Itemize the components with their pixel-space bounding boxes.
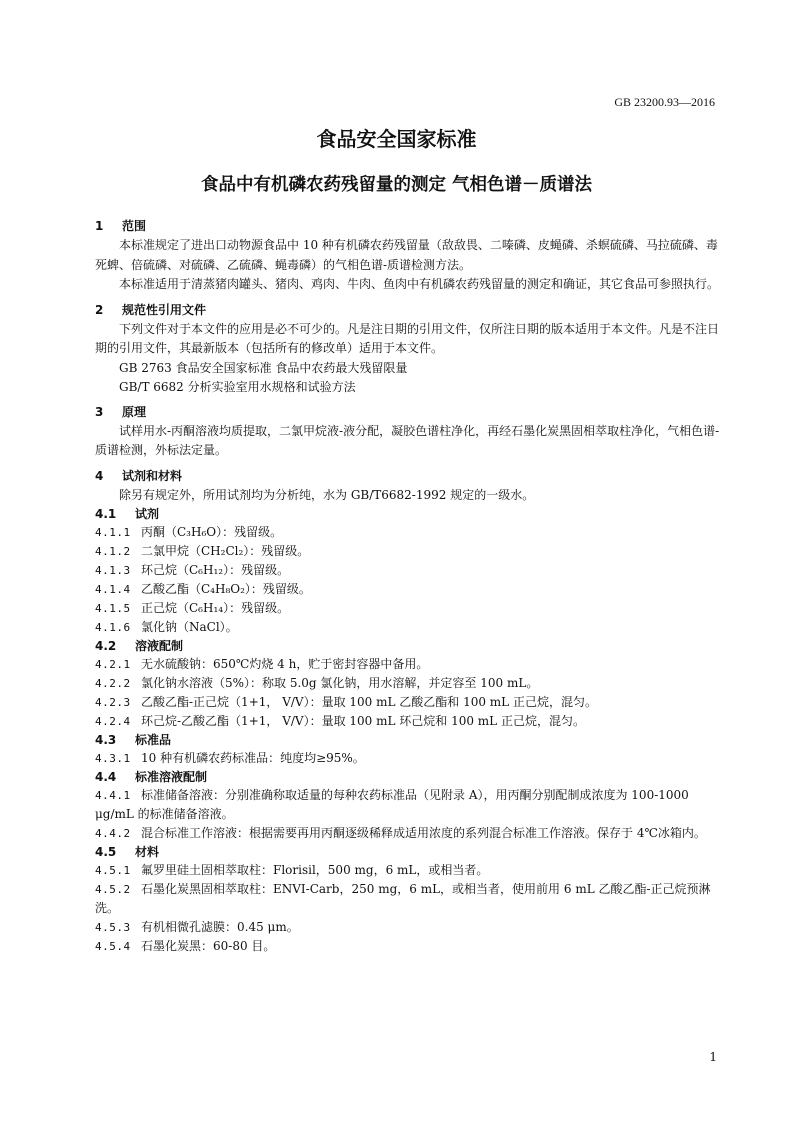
section-title: 原理 [122,404,147,419]
list-item [95,749,723,768]
document-title: 食品安全国家标准 [316,127,477,151]
section-title: 范围 [122,219,147,233]
paragraph: 本标准规定了进出口动物源食品中 10 种有机磷农药残留量（敌敌畏、二嗪磷、皮蝇磷、杀螟硫磷、马拉硫磷、毒死蜱、倍硫磷、对硫磷、乙硫磷、蝇毒磷）的气相色谱-质谱检测方法。 [95,238,718,272]
item-text: 无水硫酸钠：650℃灼烧 4 h，贮于密封容器中备用。 [141,657,429,671]
item-number: 4.1.4 [95,583,131,596]
subsection-heading [95,505,723,523]
item-text: 石墨化炭黑：60-80 目。 [141,939,276,953]
item-number: 4.4.1 [95,789,131,802]
item-text: 氟罗里硅土固相萃取柱：Florisil，500 mg，6 mL，或相当者。 [141,863,489,877]
item-number: 4.5.1 [95,864,131,877]
item-number: 4.2.1 [95,658,131,671]
subsection-number: 4.3 [95,733,117,747]
item-text: 乙酸乙酯-正己烷（1+1， V/V）：量取 100 mL 乙酸乙酯和 100 mL 正己烷，混匀。 [141,695,597,709]
reference-item: GB/T 6682 分析实验室用水规格和试验方法 [119,379,356,394]
list-item [95,599,723,618]
document-subtitle: 食品中有机磷农药残留量的测定 气相色谱－质谱法 [200,175,593,195]
section-title: 规范性引用文件 [122,302,207,317]
item-text: 氯化钠水溶液（5%）：称取 5.0g 氯化钠，用水溶解，并定容至 100 mL。 [141,676,539,690]
subsection-number: 4.5 [95,845,117,859]
subsection-heading [95,768,723,786]
section-number: 1 [95,219,104,233]
subsection-number: 4.2 [95,639,117,653]
list-item [95,655,723,674]
subsection-heading [95,731,723,749]
item-text: 正己烷（C₆H₁₄）：残留级。 [141,601,290,615]
list-item [95,693,723,712]
paragraph: 下列文件对于本文件的应用是必不可少的。凡是注日期的引用文件，仅所注日期的版本适用于本文件。凡是不注日期的引用文件，其最新版本（包括所有的修改单）适用于本文件。 [95,321,720,355]
item-number: 4.1.1 [95,526,131,539]
item-number: 4.4.2 [95,827,131,840]
page-number: 1 [709,1050,717,1064]
list-item [95,561,723,580]
subsection-title: 试剂 [135,507,160,521]
section-number: 3 [95,404,104,419]
section-3-heading [95,403,723,422]
section-2-heading [95,301,723,320]
list-item [95,937,723,956]
item-number: 4.1.3 [95,564,131,577]
list-item [95,523,723,542]
item-number: 4.2.3 [95,696,131,709]
section-number: 2 [95,302,104,317]
list-item [95,712,723,731]
item-number: 4.1.2 [95,545,131,558]
item-text: 石墨化炭黑固相萃取柱：ENVI-Carb，250 mg，6 mL，或相当者，使用前用 6 mL 乙酸乙酯-正己烷预淋洗。 [95,882,711,915]
subsection-heading [95,637,723,655]
item-text: 有机相微孔滤膜：0.45 μm。 [141,920,299,934]
paragraph: 本标准适用于清蒸猪肉罐头、猪肉、鸡肉、牛肉、鱼肉中有机磷农药残留量的测定和确证，其它食品可参照执行。 [119,277,720,291]
section-number: 4 [95,468,104,483]
item-number: 4.3.1 [95,752,131,765]
item-text: 混合标准工作溶液：根据需要再用丙酮逐级稀释成适用浓度的系列混合标准工作溶液。保存于 4℃冰箱内。 [141,826,706,840]
item-text: 环己烷-乙酸乙酯（1+1， V/V）：量取 100 mL 环己烷和 100 mL 正己烷，混匀。 [141,714,585,728]
list-item [95,880,723,918]
standard-number: GB 23200.93—2016 [614,95,715,109]
section-4-heading [95,467,723,486]
paragraph: 试样用水-丙酮溶液均质提取，二氯甲烷液-液分配，凝胶色谱柱净化，再经石墨化炭黑固相萃取柱净化，气相色谱-质谱检测，外标法定量。 [95,423,720,457]
section-1-heading [95,217,723,236]
list-item [95,861,723,880]
item-number: 4.5.2 [95,883,131,896]
item-number: 4.5.4 [95,940,131,953]
item-text: 环己烷（C₆H₁₂）：残留级。 [141,563,290,577]
item-text: 标准储备溶液：分别准确称取适量的每种农药标准品（见附录 A），用丙酮分别配制成浓度为 100-1000 μg/mL 的标准储备溶液。 [95,788,689,821]
list-item [95,618,723,637]
item-number: 4.5.3 [95,921,131,934]
item-number: 4.1.5 [95,602,131,615]
item-number: 4.2.2 [95,677,131,690]
list-item [95,674,723,693]
document-body [95,217,723,956]
item-text: 乙酸乙酯（C₄H₈O₂）：残留级。 [141,582,311,596]
item-text: 氯化钠（NaCl）。 [141,620,238,634]
subsection-number: 4.1 [95,507,117,521]
list-item [95,918,723,937]
list-item [95,580,723,599]
item-text: 10 种有机磷农药标准品：纯度均≥95%。 [141,751,365,765]
subsection-number: 4.4 [95,770,117,784]
paragraph: 除另有规定外，所用试剂均为分析纯，水为 GB/T6682-1992 规定的一级水。 [119,487,535,502]
list-item [95,824,723,843]
section-title: 试剂和材料 [122,468,183,483]
item-number: 4.1.6 [95,621,131,634]
subsection-title: 材料 [135,845,160,859]
item-text: 二氯甲烷（CH₂Cl₂）：残留级。 [141,544,310,558]
item-text: 丙酮（C₃H₆O）：残留级。 [141,525,283,539]
subsection-title: 溶液配制 [135,639,184,653]
reference-item: GB 2763 食品安全国家标准 食品中农药最大残留限量 [119,360,408,375]
subsection-title: 标准品 [135,733,172,747]
subsection-heading [95,843,723,861]
subsection-title: 标准溶液配制 [135,770,208,784]
item-number: 4.2.4 [95,715,131,728]
list-item [95,786,723,824]
list-item [95,542,723,561]
